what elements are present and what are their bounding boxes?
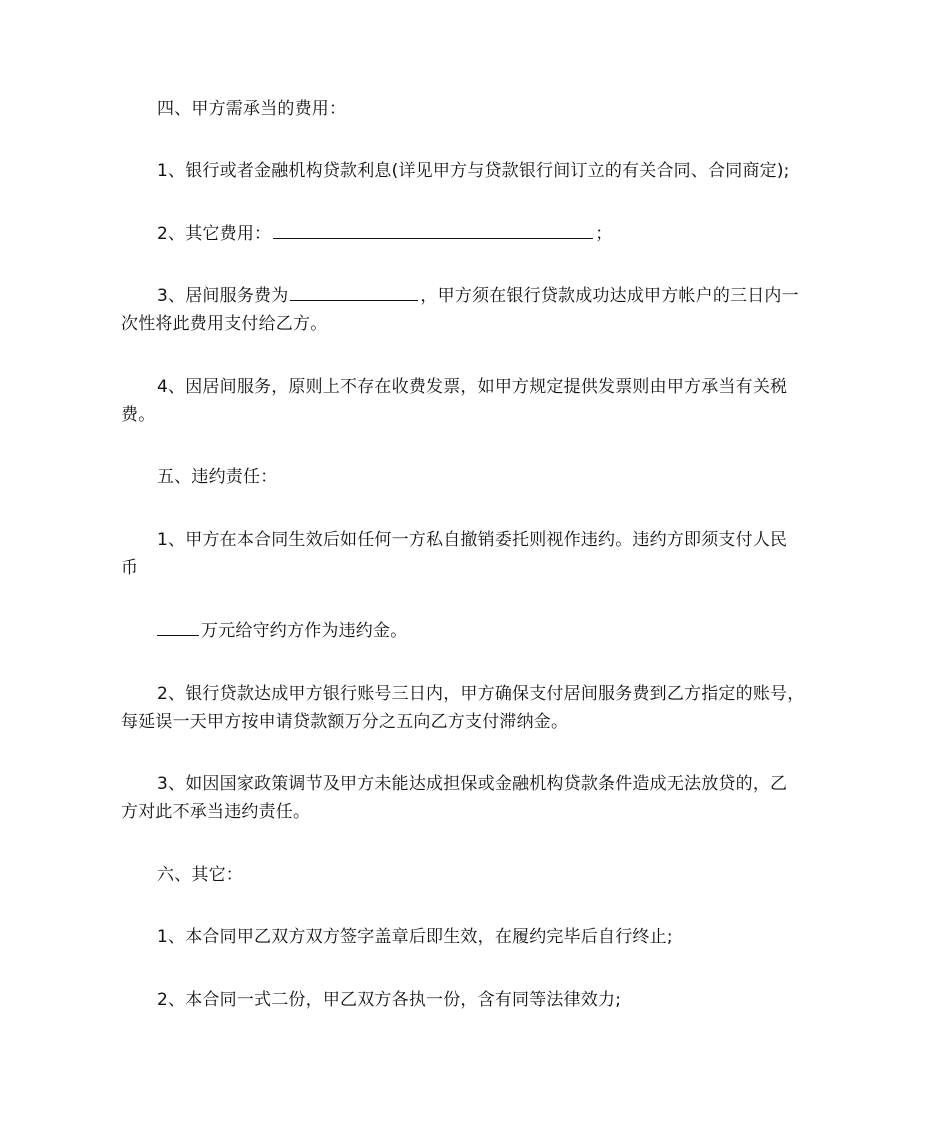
- section-heading: [157, 95, 837, 123]
- section-4-item-4-cont: 费。: [121, 405, 156, 425]
- section-5-item-3: 3、如因国家政策调节及甲方未能达成担保或金融机构贷款条件造成无法放贷的，乙: [157, 774, 788, 794]
- section-5-item-3-cont: 方对此不承当违约责任。: [121, 802, 311, 822]
- paragraph: [157, 986, 837, 1014]
- section-5-item-1-cont: 币: [121, 558, 139, 578]
- section-6-item-2: 2、本合同一式二份，甲乙双方各执一份，含有同等法律效力;: [157, 990, 622, 1010]
- paragraph: [157, 923, 837, 951]
- paragraph: [157, 617, 837, 645]
- section-5-item-1-penalty: 万元给守约方作为违约金。: [201, 621, 408, 641]
- section-4-item-3-label: 3、居间服务费为: [157, 286, 289, 306]
- section-5-item-1: 1、甲方在本合同生效后如任何一方私自撤销委托则视作违约。违约方即须支付人民: [157, 530, 788, 550]
- paragraph: [157, 220, 837, 248]
- fill-in-blank-service-fee: [290, 282, 418, 301]
- paragraph: [157, 282, 837, 310]
- paragraph-continuation: [121, 708, 837, 736]
- section-4-item-2-suffix: ；: [595, 224, 613, 244]
- section-6-heading: 六、其它：: [157, 865, 243, 885]
- section-4-item-3-text: ，甲方须在银行贷款成功达成甲方帐户的三日内一: [420, 286, 799, 306]
- section-4-item-1: 1、银行或者金融机构贷款利息(详见甲方与贷款银行间订立的有关合同、合同商定);: [157, 161, 790, 181]
- paragraph: [157, 157, 837, 185]
- section-5-item-2: 2、银行贷款达成甲方银行账号三日内，甲方确保支付居间服务费到乙方指定的账号，: [157, 684, 805, 704]
- fill-in-blank-other-fees: [273, 220, 593, 239]
- section-4-heading: 四、甲方需承当的费用：: [157, 99, 347, 119]
- paragraph-continuation: [121, 798, 837, 826]
- section-5-item-2-cont: 每延误一天甲方按申请贷款额万分之五向乙方支付滞纳金。: [121, 712, 569, 732]
- section-4-item-3-cont: 次性将此费用支付给乙方。: [121, 314, 328, 334]
- paragraph: [157, 373, 837, 401]
- section-heading: [157, 861, 837, 889]
- section-heading: [157, 463, 837, 491]
- section-5-heading: 五、违约责任：: [157, 467, 278, 487]
- section-6-item-1: 1、本合同甲乙双方双方签字盖章后即生效，在履约完毕后自行终止;: [157, 927, 673, 947]
- fill-in-blank-penalty-amount: [157, 617, 199, 636]
- paragraph-continuation: [121, 401, 837, 429]
- paragraph-continuation: [121, 554, 837, 582]
- section-4-item-2-label: 2、其它费用：: [157, 224, 272, 244]
- paragraph: [157, 526, 837, 554]
- paragraph: [157, 680, 837, 708]
- section-4-item-4: 4、因居间服务，原则上不存在收费发票，如甲方规定提供发票则由甲方承当有关税: [157, 377, 788, 397]
- paragraph-continuation: [121, 310, 837, 338]
- paragraph: [157, 770, 837, 798]
